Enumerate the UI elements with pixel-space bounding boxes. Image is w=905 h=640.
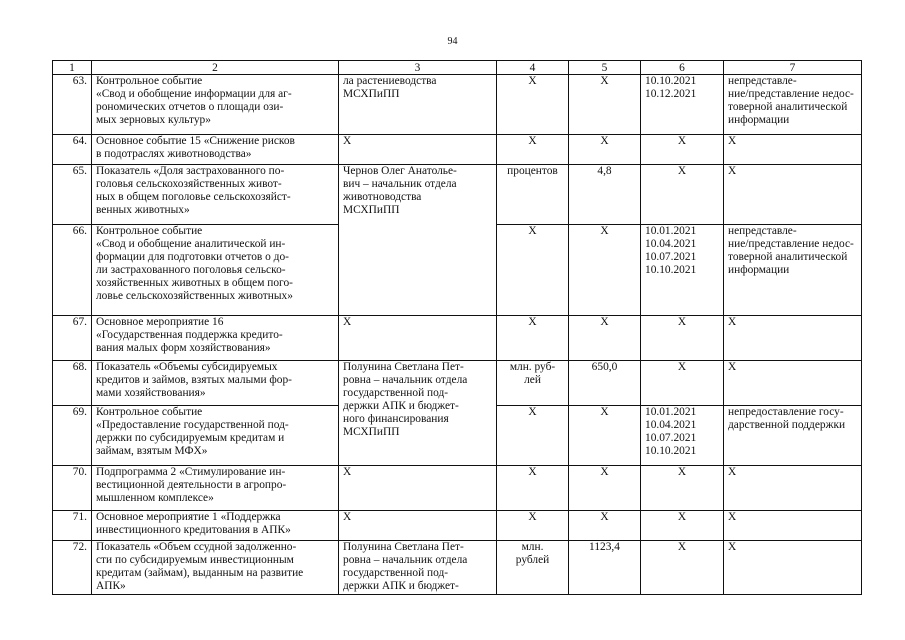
row-description — [92, 406, 339, 466]
row-unit — [497, 135, 569, 165]
row-number: 70. — [53, 466, 92, 511]
row-unit — [497, 541, 569, 595]
header-row — [53, 61, 862, 75]
row-dates-line: Х — [677, 466, 687, 478]
row-unit-line: Х — [528, 511, 537, 523]
row-unit — [497, 75, 569, 135]
row-dates-line: Х — [677, 511, 687, 523]
column-header: 4 — [497, 61, 569, 75]
row-value-line: 650,0 — [591, 361, 618, 373]
row-dates — [641, 361, 724, 406]
row-risk — [724, 361, 862, 406]
row-description-line: Подпрограмма 2 «Стимулирование ин- — [96, 466, 286, 478]
row-responsible — [339, 75, 497, 135]
row-description-line: хозяйственных животных в общем пого- — [96, 277, 293, 289]
row-responsible-line: МСХПиПП — [343, 88, 400, 100]
row-unit-line: Х — [528, 466, 537, 478]
row-description-line: займам, взятым МФХ» — [96, 445, 208, 457]
row-risk-line: Х — [728, 316, 737, 328]
row-responsible-line: МСХПиПП — [343, 426, 400, 438]
row-risk — [724, 541, 862, 595]
row-dates — [641, 135, 724, 165]
row-risk-line: ние/представление недос- — [728, 88, 854, 100]
row-number: 63. — [53, 75, 92, 135]
row-description — [92, 75, 339, 135]
table-row — [53, 466, 862, 511]
row-value — [569, 225, 641, 316]
row-description-line: Показатель «Объемы субсидируемых — [96, 361, 278, 373]
row-unit-line: рублей — [515, 554, 550, 566]
row-risk-line: дарственной поддержки — [728, 419, 846, 431]
row-risk-line: Х — [728, 165, 737, 177]
row-unit-line: Х — [528, 135, 537, 147]
row-responsible-line: Х — [343, 511, 352, 523]
row-description-line: Показатель «Объем ссудной задолженно- — [96, 541, 297, 553]
report-table — [52, 60, 862, 595]
row-value-line: Х — [600, 316, 609, 328]
row-dates — [641, 225, 724, 316]
row-unit — [497, 361, 569, 406]
row-responsible-line: МСХПиПП — [343, 204, 400, 216]
row-number: 69. — [53, 406, 92, 466]
row-responsible-line: ла растениеводства — [343, 75, 437, 87]
row-risk — [724, 225, 862, 316]
row-unit-line: лей — [524, 374, 541, 386]
row-value — [569, 541, 641, 595]
row-value-line: Х — [600, 225, 609, 237]
table-row — [53, 541, 862, 595]
row-description-line: мышленном комплексе» — [96, 492, 214, 504]
row-unit-line: Х — [528, 406, 537, 418]
row-description-line: вестиционной деятельности в агропро- — [96, 479, 287, 491]
row-description-line: рономических отчетов о площади ози- — [96, 101, 284, 113]
row-description-line: «Предоставление государственной под- — [96, 419, 289, 431]
row-value — [569, 165, 641, 225]
row-number: 72. — [53, 541, 92, 595]
row-description — [92, 466, 339, 511]
row-responsible-line: ровна – начальник отдела — [343, 554, 468, 566]
row-description-line: венных животных» — [96, 204, 190, 216]
row-number: 65. — [53, 165, 92, 225]
row-risk-line: непредставле- — [728, 225, 797, 237]
row-risk-line: товерной аналитической — [728, 101, 848, 113]
row-responsible — [339, 135, 497, 165]
row-dates-line: Х — [677, 316, 687, 328]
row-description-line: Основное мероприятие 16 — [96, 316, 224, 328]
table-row — [53, 511, 862, 541]
row-dates-line: 10.01.2021 — [645, 225, 697, 237]
row-risk-line: Х — [728, 511, 737, 523]
row-number: 68. — [53, 361, 92, 406]
row-unit-line: процентов — [507, 165, 558, 177]
row-dates-line: 10.12.2021 — [645, 88, 697, 100]
row-dates — [641, 466, 724, 511]
row-risk-line: ние/представление недос- — [728, 238, 854, 250]
row-description-line: в подотраслях животноводства» — [96, 148, 252, 160]
row-description-line: Контрольное событие — [96, 75, 203, 87]
row-responsible-line: животноводства — [343, 191, 422, 203]
row-risk — [724, 511, 862, 541]
row-risk-line: Х — [728, 135, 737, 147]
row-description-line: мами хозяйствования» — [96, 387, 206, 399]
row-unit-line: Х — [528, 316, 537, 328]
row-dates-line: 10.04.2021 — [645, 419, 697, 431]
row-responsible-line: Полунина Светлана Пет- — [343, 541, 464, 553]
row-value-line: Х — [600, 406, 609, 418]
row-dates-line: Х — [677, 135, 687, 147]
row-description-line: ных в общем поголовье сельскохозяйст- — [96, 191, 291, 203]
row-unit-line: Х — [528, 225, 537, 237]
row-dates-line: 10.07.2021 — [645, 432, 697, 444]
row-value — [569, 135, 641, 165]
row-description — [92, 361, 339, 406]
row-unit — [497, 225, 569, 316]
row-value-line: 4,8 — [597, 165, 612, 177]
row-risk-line: товерной аналитической — [728, 251, 848, 263]
row-description-line: Контрольное событие — [96, 406, 203, 418]
row-dates — [641, 511, 724, 541]
table-row — [53, 75, 862, 135]
row-responsible — [339, 511, 497, 541]
row-dates — [641, 406, 724, 466]
column-header: 2 — [92, 61, 339, 75]
row-value-line: 1123,4 — [589, 541, 620, 553]
table-row — [53, 361, 862, 406]
row-responsible-line: держки АПК и бюджет- — [343, 400, 459, 412]
page-number: 94 — [447, 36, 458, 47]
row-responsible-line: Х — [343, 135, 352, 147]
row-responsible-line: ровна – начальник отдела — [343, 374, 468, 386]
row-description-line: Контрольное событие — [96, 225, 203, 237]
row-responsible-line: вич – начальник отдела — [343, 178, 457, 190]
column-header: 1 — [53, 61, 92, 75]
row-description-line: Показатель «Доля застрахованного по- — [96, 165, 285, 177]
row-description-line: ли застрахованного поголовья сельско- — [96, 264, 286, 276]
row-value — [569, 466, 641, 511]
row-dates-line: Х — [677, 541, 687, 553]
row-value-line: Х — [600, 135, 609, 147]
row-description — [92, 165, 339, 225]
row-description — [92, 316, 339, 361]
row-description-line: мых зерновых культур» — [96, 114, 211, 126]
row-dates — [641, 316, 724, 361]
row-dates-line: 10.04.2021 — [645, 238, 697, 250]
row-responsible-line: держки АПК и бюджет- — [343, 580, 459, 592]
table-row — [53, 135, 862, 165]
row-dates — [641, 541, 724, 595]
row-value — [569, 75, 641, 135]
row-description-line: инвестиционного кредитования в АПК» — [96, 524, 291, 536]
table-body — [53, 75, 862, 595]
row-dates-line: 10.07.2021 — [645, 251, 697, 263]
row-dates-line: 10.10.2021 — [645, 264, 697, 276]
row-description — [92, 511, 339, 541]
row-description-line: «Свод и обобщение информации для аг- — [96, 88, 292, 100]
row-unit — [497, 316, 569, 361]
row-responsible-line: Чернов Олег Анатолье- — [343, 165, 457, 177]
row-unit-line: млн. — [521, 541, 544, 553]
row-description-line: формации для подготовки отчетов о до- — [96, 251, 289, 263]
row-responsible — [339, 541, 497, 595]
row-unit-line: млн. руб- — [509, 361, 556, 373]
row-description-line: кредитам (займам), выданным на развитие — [96, 567, 304, 579]
row-risk-line: непредоставление госу- — [728, 406, 844, 418]
row-responsible-line: ного финансирования — [343, 413, 449, 425]
row-number: 71. — [53, 511, 92, 541]
row-responsible — [339, 165, 497, 316]
row-dates-line: 10.10.2021 — [645, 75, 697, 87]
row-responsible — [339, 361, 497, 466]
row-responsible-line: Х — [343, 466, 352, 478]
row-description-line: кредитов и займов, взятых малыми фор- — [96, 374, 292, 386]
row-unit — [497, 466, 569, 511]
row-unit — [497, 406, 569, 466]
column-header: 7 — [724, 61, 862, 75]
row-description-line: «Государственная поддержка кредито- — [96, 329, 283, 341]
row-dates-line: Х — [677, 165, 687, 177]
row-responsible-line: государственной под- — [343, 567, 449, 579]
row-risk-line: непредставле- — [728, 75, 797, 87]
row-risk — [724, 75, 862, 135]
row-responsible — [339, 466, 497, 511]
row-value-line: Х — [600, 466, 609, 478]
row-description-line: головья сельскохозяйственных живот- — [96, 178, 282, 190]
row-dates-line: Х — [677, 361, 687, 373]
row-dates-line: 10.10.2021 — [645, 445, 697, 457]
row-description-line: Основное мероприятие 1 «Поддержка — [96, 511, 281, 523]
row-unit — [497, 511, 569, 541]
row-responsible — [339, 316, 497, 361]
row-description-line: Основное событие 15 «Снижение рисков — [96, 135, 295, 147]
row-risk-line: информации — [728, 264, 790, 276]
row-description-line: сти по субсидируемым инвестиционным — [96, 554, 294, 566]
row-description-line: АПК» — [96, 580, 126, 592]
row-risk — [724, 466, 862, 511]
row-risk — [724, 135, 862, 165]
row-risk-line: Х — [728, 466, 737, 478]
column-header: 3 — [339, 61, 497, 75]
row-dates-line: 10.01.2021 — [645, 406, 697, 418]
table-row — [53, 165, 862, 225]
row-number: 67. — [53, 316, 92, 361]
row-number: 64. — [53, 135, 92, 165]
row-value-line: Х — [600, 511, 609, 523]
column-header: 5 — [569, 61, 641, 75]
row-responsible-line: Х — [343, 316, 352, 328]
table-row — [53, 316, 862, 361]
row-dates — [641, 165, 724, 225]
row-description — [92, 541, 339, 595]
row-description-line: вания малых форм хозяйствования» — [96, 342, 271, 354]
row-value — [569, 361, 641, 406]
row-description-line: «Свод и обобщение аналитической ин- — [96, 238, 286, 250]
row-risk — [724, 165, 862, 225]
row-description — [92, 225, 339, 316]
row-description-line: держки по субсидируемым кредитам и — [96, 432, 285, 444]
row-risk — [724, 406, 862, 466]
row-number: 66. — [53, 225, 92, 316]
row-value — [569, 406, 641, 466]
column-header: 6 — [641, 61, 724, 75]
row-unit-line: Х — [528, 75, 537, 87]
row-risk — [724, 316, 862, 361]
row-description-line: ловье сельскохозяйственных животных» — [96, 290, 293, 302]
row-value-line: Х — [600, 75, 609, 87]
row-value — [569, 316, 641, 361]
row-value — [569, 511, 641, 541]
row-description — [92, 135, 339, 165]
row-risk-line: Х — [728, 541, 737, 553]
row-risk-line: Х — [728, 361, 737, 373]
row-risk-line: информации — [728, 114, 790, 126]
row-responsible-line: Полунина Светлана Пет- — [343, 361, 464, 373]
row-unit — [497, 165, 569, 225]
row-dates — [641, 75, 724, 135]
row-responsible-line: государственной под- — [343, 387, 449, 399]
